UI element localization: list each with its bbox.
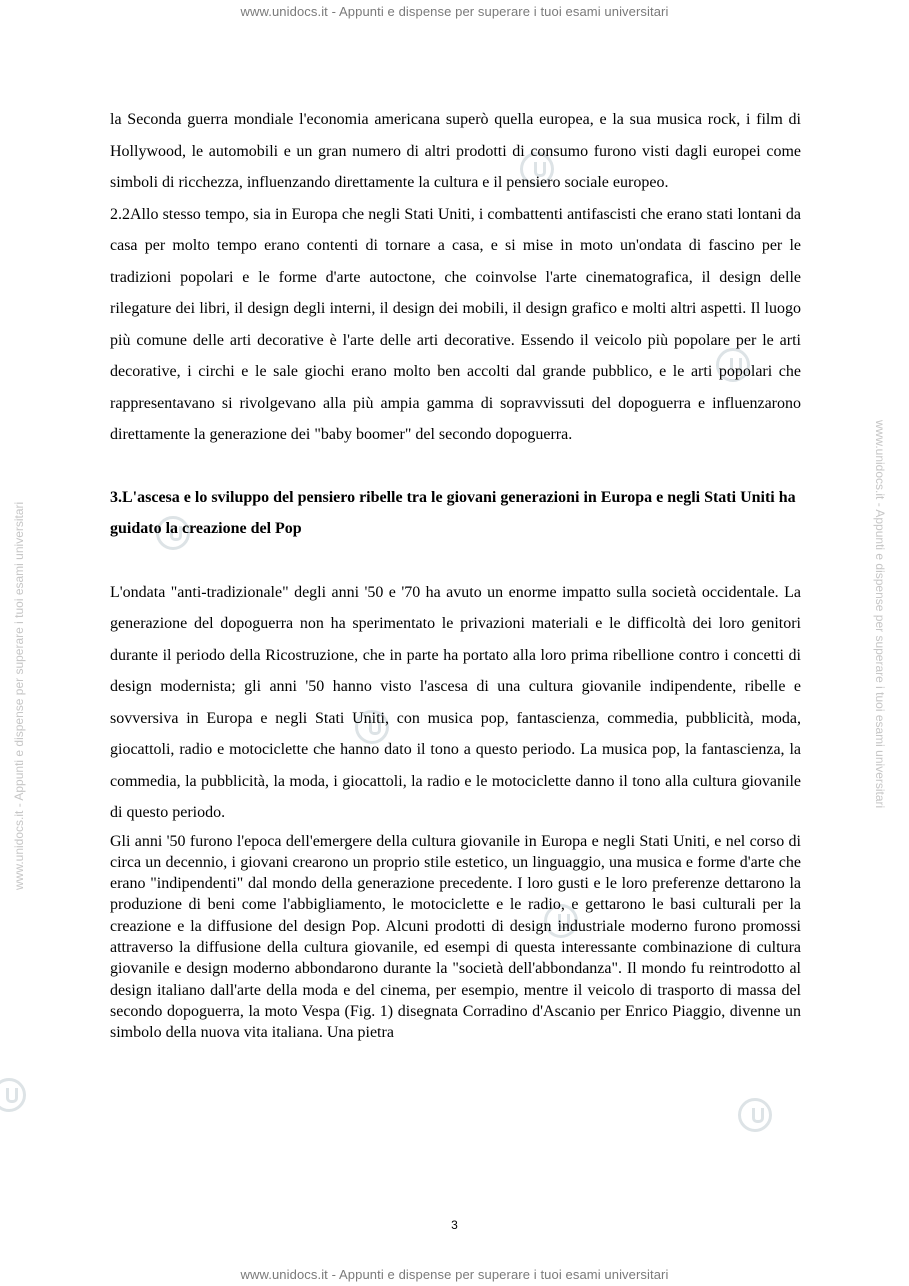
top-watermark-banner: www.unidocs.it - Appunti e dispense per superare i tuoi esami universitari [240,4,669,19]
paragraph-1: la Seconda guerra mondiale l'economia americana superò quella europea, e la sua musica rock, i film di Hollywood, le automobili e un gran numero di altri prodotti di consumo furono visti dagli europei come simboli di ricchezza, influenzando direttamente la cultura e il pensiero sociale europeo. [110,111,801,191]
paragraph-3: L'ondata "anti-tradizionale" degli anni '50 e '70 ha avuto un enorme impatto sulla società occidentale. La generazione del dopoguerra non ha sperimentato le privazioni materiali e le difficoltà dei loro genitori durante il periodo della Ricostruzione, che in parte ha portato alla loro prima ribellione contro i concetti di design modernista; gli anni '50 hanno visto l'ascesa di una cultura giovanile indipendente, ribelle e sovversiva in Europa e negli Stati Uniti, con musica pop, fantascienza, commedia, pubblicità, moda, giocattoli, radio e motociclette che hanno dato il tono a questo periodo. La musica pop, la fantascienza, la commedia, la pubblicità, la moda, i giocattoli, la radio e le motociclette danno il tono alla cultura giovanile di questo periodo. [110,583,801,821]
spacer [110,545,801,577]
left-side-watermark: www.unidocs.it - Appunti e dispense per superare i tuoi esami universitari [12,501,26,890]
spacer [110,451,801,482]
bottom-watermark-banner: www.unidocs.it - Appunti e dispense per superare i tuoi esami universitari [240,1267,669,1282]
unidocs-logo-icon [738,1098,772,1132]
right-side-watermark: www.unidocs.it - Appunti e dispense per superare i tuoi esami universitari [873,420,887,809]
section-heading-3: 3.L'ascesa e lo sviluppo del pensiero ribelle tra le giovani generazioni in Europa e negli Stati Uniti ha guidato la creazione del Pop [110,488,796,537]
paragraph-2: 2.2Allo stesso tempo, sia in Europa che negli Stati Uniti, i combattenti antifascisti che erano stati lontani da casa per molto tempo erano contenti di tornare a casa, e si mise in moto un'ondata di fascino per le tradizioni popolari e le forme d'arte autoctone, che coinvolse l'arte cinematografica, il design delle rilegature dei libri, il design degli interni, il design dei mobili, il design grafico e molti altri aspetti. Il luogo più comune delle arti decorative è l'arte delle arti decorative. Essendo il veicolo più popolare per le arti decorative, i circhi e le sale giochi erano molto ben accolti dal grande pubblico, e le arti popolari che rappresentavano si rivolgevano alla più ampia gamma di sopravvissuti del dopoguerra e influenzarono direttamente la generazione dei "baby boomer" del secondo dopoguerra. [110,205,801,443]
paragraph-4: Gli anni '50 furono l'epoca dell'emergere della cultura giovanile in Europa e negli Stati Uniti, e nel corso di circa un decennio, i giovani crearono un proprio stile estetico, un linguaggio, una musica e forme d'arte che erano "indipendenti" dal mondo della generazione precedente. I loro gusti e le loro preferenze dettarono la produzione di beni come l'abbigliamento, le motociclette e le radio, e gettarono le basi culturali per la creazione e la diffusione del design Pop. Alcuni prodotti di design industriale moderno furono promossi attraverso la diffusione della cultura giovanile, ed esempi di questa interessante combinazione di cultura giovanile e design moderno abbondarono durante la "società dell'abbondanza". Il mondo fu reintrodotto al design italiano dall'arte della moda e del cinema, per esempio, mentre il veicolo di trasporto di massa del secondo dopoguerra, la moto Vespa (Fig. 1) disegnata Corradino d'Ascanio per Enrico Piaggio, divenne un simbolo della nuova vita italiana. Una pietra [110,832,801,1042]
unidocs-logo-icon [0,1078,26,1112]
document-body [110,104,801,1043]
page-number: 3 [451,1218,458,1232]
